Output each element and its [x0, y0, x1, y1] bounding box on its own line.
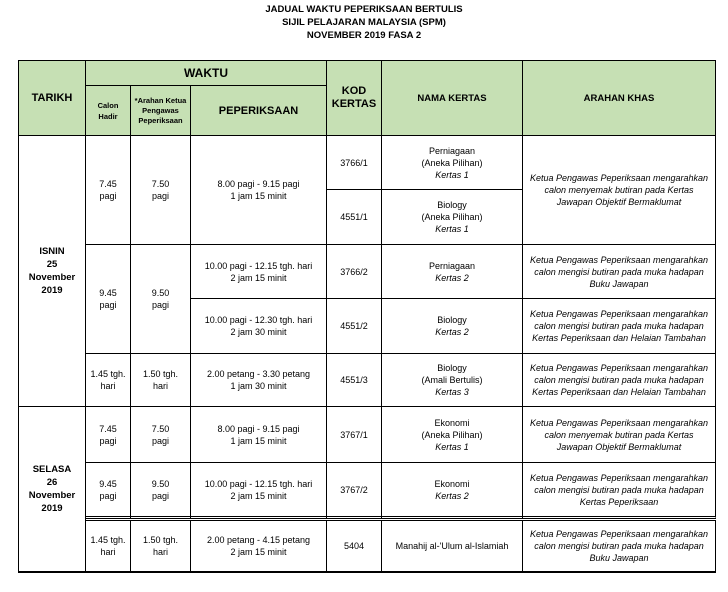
arahan-ketua-cell: 1.50 tgh. hari	[130, 353, 191, 407]
calon-hadir-cell: 9.45 pagi	[85, 462, 131, 519]
day-date: 26	[46, 477, 58, 488]
arahan-ketua-cell: 1.50 tgh. hari	[130, 520, 191, 572]
peperiksaan-cell: 10.00 pagi - 12.15 tgh. hari 2 jam 15 minit	[190, 462, 327, 519]
arahan-khas-cell: Ketua Pengawas Peperiksaan mengarahkan calon mengisi butiran pada muka hadapan Kertas Peperiksaan dan Helaian Tambahan	[522, 298, 716, 354]
nama-kertas-cell: Ekonomi Kertas 2	[381, 462, 523, 519]
arahan-ketua-cell: 9.50 pagi	[130, 244, 191, 354]
nama-kertas-cell: Ekonomi (Aneka Pilihan) Kertas 1	[381, 406, 523, 463]
kod-kertas-cell: 3766/1	[326, 135, 382, 190]
arahan-ketua-cell: 7.50 pagi	[130, 135, 191, 245]
nama-kertas-cell: Perniagaan Kertas 2	[381, 244, 523, 299]
arahan-khas-cell: Ketua Pengawas Peperiksaan mengarahkan calon mengisi butiran pada muka hadapan Buku Jawapan	[522, 520, 716, 572]
nama-kertas-cell: Biology (Amali Bertulis) Kertas 3	[381, 353, 523, 407]
day-year: 2019	[41, 503, 63, 514]
day-month: November	[28, 272, 76, 283]
kod-kertas-cell: 3766/2	[326, 244, 382, 299]
arahan-khas-cell: Ketua Pengawas Peperiksaan mengarahkan calon mengisi butiran pada muka hadapan Kertas Peperiksaan	[522, 462, 716, 519]
kod-kertas-cell: 4551/3	[326, 353, 382, 407]
arahan-khas-cell: Ketua Pengawas Peperiksaan mengarahkan calon menyemak butiran pada Kertas Jawapan Objektif Bermaklumat	[522, 406, 716, 463]
kod-kertas-cell: 4551/2	[326, 298, 382, 354]
calon-hadir-cell: 1.45 tgh. hari	[85, 353, 131, 407]
document-title	[0, 0, 728, 42]
header-arahan-khas: ARAHAN KHAS	[522, 60, 716, 136]
day-year: 2019	[41, 285, 63, 296]
arahan-khas-cell: Ketua Pengawas Peperiksaan mengarahkan calon mengisi butiran pada muka hadapan Kertas Peperiksaan dan Helaian Tambahan	[522, 353, 716, 407]
header-calon-hadir: Calon Hadir	[85, 85, 131, 136]
peperiksaan-cell: 2.00 petang - 3.30 petang 1 jam 30 minit	[190, 353, 327, 407]
table-bottom-border	[18, 571, 716, 574]
kod-kertas-cell: 3767/1	[326, 406, 382, 463]
header-tarikh: TARIKH	[18, 60, 86, 136]
day-month: November	[28, 490, 76, 501]
kod-kertas-cell: 5404	[326, 520, 382, 572]
peperiksaan-cell: 8.00 pagi - 9.15 pagi 1 jam 15 minit	[190, 406, 327, 463]
day-name: ISNIN	[39, 246, 65, 257]
header-arahan-ketua: *Arahan Ketua Pengawas Peperiksaan	[130, 85, 191, 136]
kod-kertas-cell: 3767/2	[326, 462, 382, 519]
day-isnin	[18, 135, 86, 407]
day-name: SELASA	[32, 464, 72, 475]
day-selasa	[18, 406, 86, 572]
peperiksaan-cell: 2.00 petang - 4.15 petang 2 jam 15 minit	[190, 520, 327, 572]
peperiksaan-cell: 10.00 pagi - 12.30 tgh. hari 2 jam 30 minit	[190, 298, 327, 354]
header-waktu: WAKTU	[85, 60, 327, 86]
day-date: 25	[46, 259, 58, 270]
calon-hadir-cell: 9.45 pagi	[85, 244, 131, 354]
nama-kertas-cell: Biology (Aneka Pilihan) Kertas 1	[381, 189, 523, 245]
peperiksaan-cell: 10.00 pagi - 12.15 tgh. hari 2 jam 15 minit	[190, 244, 327, 299]
arahan-khas-cell: Ketua Pengawas Peperiksaan mengarahkan calon mengisi butiran pada muka hadapan Buku Jawapan	[522, 244, 716, 299]
arahan-ketua-cell: 9.50 pagi	[130, 462, 191, 519]
calon-hadir-cell: 7.45 pagi	[85, 135, 131, 245]
calon-hadir-cell: 7.45 pagi	[85, 406, 131, 463]
title-line-3: NOVEMBER 2019 FASA 2	[306, 30, 422, 41]
peperiksaan-cell: 8.00 pagi - 9.15 pagi 1 jam 15 minit	[190, 135, 327, 245]
title-line-2: SIJIL PELAJARAN MALAYSIA (SPM)	[282, 17, 446, 28]
calon-hadir-cell: 1.45 tgh. hari	[85, 520, 131, 572]
arahan-ketua-cell: 7.50 pagi	[130, 406, 191, 463]
nama-kertas-cell: Biology Kertas 2	[381, 298, 523, 354]
header-kod-kertas: KOD KERTAS	[326, 60, 382, 136]
arahan-khas-cell: Ketua Pengawas Peperiksaan mengarahkan calon menyemak butiran pada Kertas Jawapan Objektif Bermaklumat	[522, 135, 716, 245]
nama-kertas-cell: Manahij al-'Ulum al-Islamiah	[381, 520, 523, 572]
header-peperiksaan: PEPERIKSAAN	[190, 85, 327, 136]
nama-kertas-cell: Perniagaan (Aneka Pilihan) Kertas 1	[381, 135, 523, 190]
kod-kertas-cell: 4551/1	[326, 189, 382, 245]
header-nama-kertas: NAMA KERTAS	[381, 60, 523, 136]
title-line-1: JADUAL WAKTU PEPERIKSAAN BERTULIS	[265, 4, 463, 15]
